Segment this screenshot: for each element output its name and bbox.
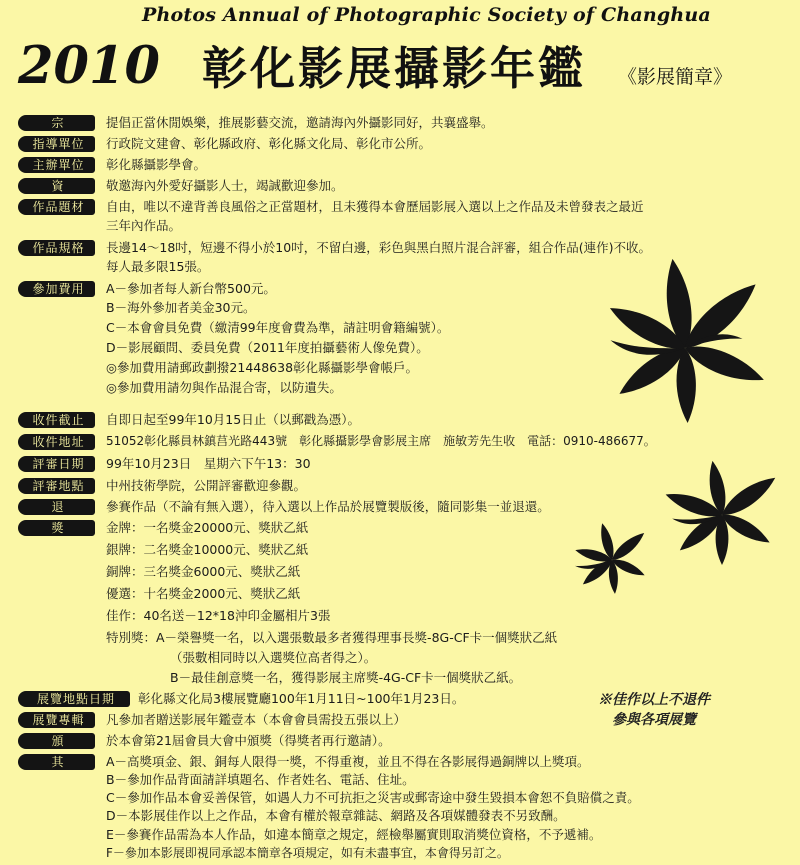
fee-text-a: A－參加者每人新台幣500元。 xyxy=(106,281,276,296)
lily-flower-small xyxy=(574,522,648,594)
fee-text-d: D－影展顧問、委員免費（2011年度拍攝藝術人像免費）。 xyxy=(106,340,429,355)
label-address: 收件地址 xyxy=(18,434,95,450)
judging-place-text: 中州技術學院，公開評審歡迎參觀。 xyxy=(106,478,307,493)
label-ceremony: 頒 xyxy=(18,733,95,749)
label-album: 展覽專輯 xyxy=(18,712,95,728)
lily-flower-medium xyxy=(663,460,780,565)
label-awards: 獎 xyxy=(18,520,95,536)
subtitle: 《影展簡章》 xyxy=(618,66,733,88)
award-gold: 金牌：一名獎金20000元、獎狀乙紙 xyxy=(106,520,309,535)
label-exhibition: 展覽地點日期 xyxy=(18,691,130,707)
address-text: 51052彰化縣員林鎮莒光路443號 彰化縣攝影學會影展主席 施敏芳先生收 電話：0910-486677。 xyxy=(106,434,656,448)
organizer-text: 彰化縣攝影學會。 xyxy=(106,157,207,172)
fee-text-b: B－海外參加者美金30元。 xyxy=(106,300,256,315)
other-text-e: E－參賽作品需為本人作品，如違本簡章之規定，經檢舉屬實則取消獎位資格，不予遞補。 xyxy=(106,827,602,842)
judging-date-text: 99年10月23日 星期六下午13：30 xyxy=(106,456,311,471)
fee-text-c: C－本會會員免費（繳清99年度會費為準，請註明會籍編號）。 xyxy=(106,320,450,335)
fee-text-f: ◎參加費用請勿與作品混合寄，以防遺失。 xyxy=(106,380,342,395)
award-merit: 優選：十名獎金2000元、獎狀乙紙 xyxy=(106,586,301,601)
other-text-b: B－參加作品背面請詳填題名、作者姓名、電話、住址。 xyxy=(106,772,415,787)
subject-text-1: 自由，唯以不違背善良風俗之正當題材，且未獲得本會歷屆影展入選以上之作品及未曾發表之最近 xyxy=(106,199,644,214)
return-text: 參賽作品（不論有無入選），待入選以上作品於展覽製版後，隨同影集一並退還。 xyxy=(106,499,550,514)
other-text-f: F－參加本影展即視同承認本簡章各項規定，如有未盡事宜，本會得另訂之。 xyxy=(106,846,509,860)
album-text: 凡參加者贈送影展年鑑壹本（本會會員需投五張以上） xyxy=(106,712,407,727)
english-title: Photos Annual of Photographic Society of Changhua xyxy=(142,4,711,26)
award-special-b: B－最佳創意獎一名，獲得影展主席獎-4G-CF卡一個獎狀乙紙。 xyxy=(170,670,522,685)
fee-text-e: ◎參加費用請郵政劃撥21448638彰化縣攝影學會帳戶。 xyxy=(106,360,419,375)
label-purpose: 宗 xyxy=(18,115,95,131)
spec-text-1: 長邊14～18吋，短邊不得小於10吋，不留白邊，彩色與黑白照片混合評審，組合作品(連作)不收。 xyxy=(106,240,651,255)
award-special-note: （張數相同時以入選獎位高者得之）。 xyxy=(170,650,377,665)
subject-text-2: 三年內作品。 xyxy=(106,218,182,233)
label-spec: 作品規格 xyxy=(18,240,95,256)
label-judging-date: 評審日期 xyxy=(18,456,95,472)
award-bronze: 銅牌：三名獎金6000元、獎狀乙紙 xyxy=(106,564,301,579)
notice-line-2: 參與各項展覽 xyxy=(612,712,696,728)
year-title: 2010 xyxy=(18,36,160,96)
label-other: 其 xyxy=(18,754,95,770)
notice-line-1: ※佳作以上不退件 xyxy=(598,692,710,708)
chinese-title: 彰化影展攝影年鑑 xyxy=(202,42,587,95)
ceremony-text: 於本會第21屆會員大會中頒獎（得獎者再行邀請）。 xyxy=(106,733,391,748)
exhibition-text: 彰化縣文化局3樓展覽廳100年1月11日~100年1月23日。 xyxy=(138,691,465,706)
label-judging-place: 評審地點 xyxy=(18,478,95,494)
spec-text-2: 每人最多限15張。 xyxy=(106,259,210,274)
other-text-c: C－參加作品本會妥善保管，如遇人力不可抗拒之災害或郵寄途中發生毀損本會恕不負賠償之責。 xyxy=(106,790,640,805)
award-honorable: 佳作：40名送－12*18沖印金屬相片3張 xyxy=(106,608,331,623)
label-fee: 參加費用 xyxy=(18,281,95,297)
label-deadline: 收件截止 xyxy=(18,412,95,428)
award-special-a: 特別獎：A－榮譽獎一名，以入選張數最多者獲得理事長獎-8G-CF卡一個獎狀乙紙 xyxy=(106,630,558,645)
other-text-a: A－高獎項金、銀、銅每人限得一獎，不得重複，並且不得在各影展得過銅牌以上獎項。 xyxy=(106,754,590,769)
award-silver: 銀牌：二名獎金10000元、獎狀乙紙 xyxy=(106,542,309,557)
label-guidance: 指導單位 xyxy=(18,136,95,152)
deadline-text: 自即日起至99年10月15日止（以郵戳為憑）。 xyxy=(106,412,360,427)
guidance-text: 行政院文建會、彰化縣政府、彰化縣文化局、彰化市公所。 xyxy=(106,136,432,151)
other-text-d: D－本影展佳作以上之作品，本會有權於報章雜誌、網路及各項媒體發表不另致酬。 xyxy=(106,808,566,823)
no-return-notice xyxy=(598,690,710,730)
purpose-text: 提倡正當休閒娛樂，推展影藝交流，邀請海內外攝影同好，共襄盛舉。 xyxy=(106,115,494,130)
label-organizer: 主辦單位 xyxy=(18,157,95,173)
eligibility-text: 敬邀海內外愛好攝影人士，竭誠歡迎參加。 xyxy=(106,178,344,193)
lily-flower-large xyxy=(605,257,768,423)
label-return: 退 xyxy=(18,499,95,515)
label-subject: 作品題材 xyxy=(18,199,95,215)
label-eligibility: 資 xyxy=(18,178,95,194)
